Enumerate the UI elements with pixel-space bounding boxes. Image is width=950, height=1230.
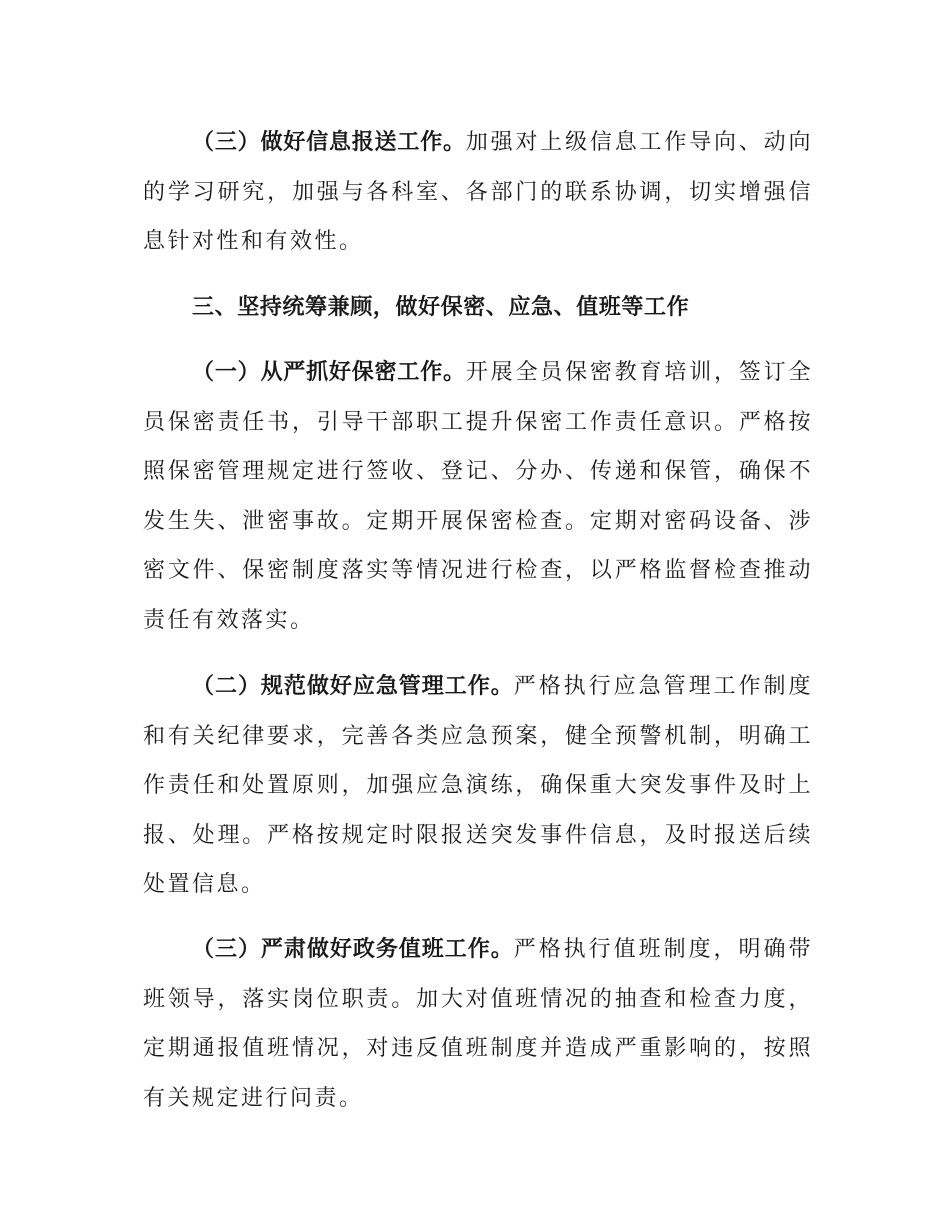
paragraph-body: 开展全员保密教育培训，签订全员保密责任书，引导干部职工提升保密工作责任意识。严格按照保密管理规定进行签收、登记、分办、传递和保管，确保不发生失、泄密事故。定期开展保密检查。定期对密码设备、涉密文件、保密制度落实等情况进行检查，以严格监督检查推动责任有效落实。 bbox=[143, 360, 813, 633]
paragraph-lead: （一）从严抓好保密工作。 bbox=[192, 360, 466, 385]
paragraph-body: 严格执行应急管理工作制度和有关纪律要求，完善各类应急预案，健全预警机制，明确工作责任和处置原则，加强应急演练，确保重大突发事件及时上报、处理。严格按规定时限报送突发事件信息，及时报送后续处置信息。 bbox=[143, 674, 813, 897]
paragraph-body: 严格执行值班制度，明确带班领导，落实岗位职责。加大对值班情况的抽查和检查力度，定期通报值班情况，对违反值班制度并造成严重影响的，按照有关规定进行问责。 bbox=[143, 937, 813, 1111]
paragraph-lead: （三）做好信息报送工作。 bbox=[192, 130, 466, 155]
paragraph-duty-shift bbox=[143, 925, 813, 1123]
paragraph-emergency-management bbox=[143, 662, 813, 910]
paragraph-information-reporting bbox=[143, 118, 813, 267]
paragraph-body: 加强对上级信息工作导向、动向的学习研究，加强与各科室、各部门的联系协调，切实增强信息针对性和有效性。 bbox=[143, 130, 813, 254]
paragraph-lead: （二）规范做好应急管理工作。 bbox=[192, 674, 514, 699]
section-heading-three: 三、坚持统筹兼顾，做好保密、应急、值班等工作 bbox=[192, 295, 690, 320]
paragraph-lead: （三）严肃做好政务值班工作。 bbox=[192, 937, 514, 962]
paragraph-confidentiality bbox=[143, 348, 813, 645]
